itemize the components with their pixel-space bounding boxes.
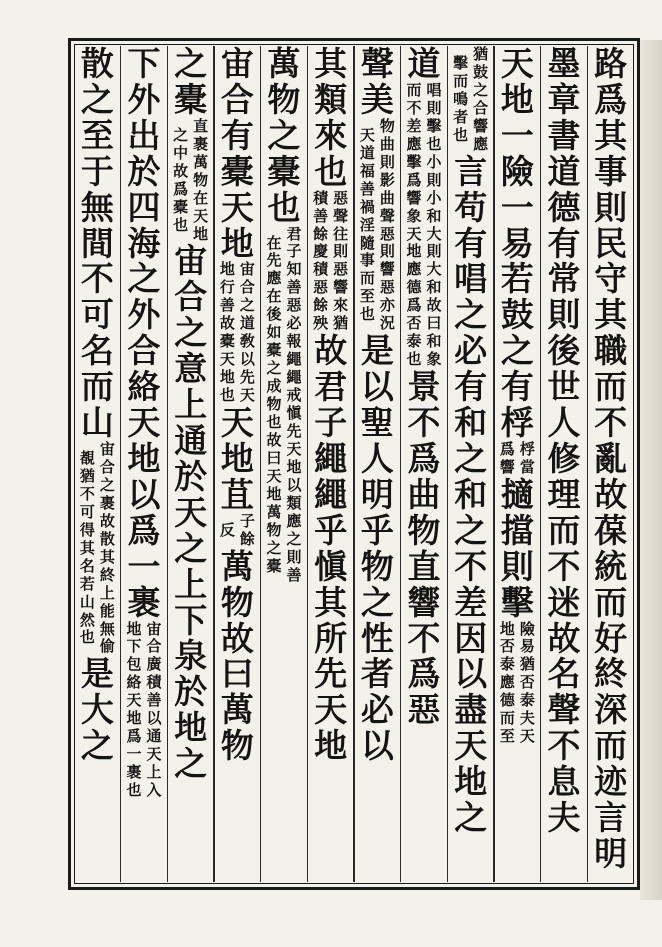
main-text: 天 地 一 險 一 易 若 鼓 之 有 桴: [500, 46, 534, 443]
commentary-note: 唱 則 擊 也 小 則 小 和 大 則 大 和 故 曰 和 象 而 不 差 應 擊 爲 響 象 天 地 應 德 爲 否 泰 也: [406, 80, 442, 369]
main-text: 天 地 苴: [220, 403, 254, 514]
main-text: 故 君 子 繩 繩 乎 愼 其 所 先 天 地: [314, 331, 348, 766]
main-text: 下 外 出 於 四 海 之 外 合 絡 天 地 以 爲 一 裹: [127, 46, 161, 622]
main-text: 路 爲 其 事 則 民 守 其 職 而 不 亂 故 葆 統 而 好 終 深 而 迹 言 明: [594, 46, 628, 873]
commentary-note: 宙 合 之 裹 故 散 其 終 上 能 無 偷 覩 猶 不 可 得 其 名 若 山 然 也: [79, 439, 115, 656]
text-column: [214, 46, 260, 882]
main-text: 聲 美: [360, 46, 394, 119]
main-text: 墨 章 書 道 德 有 常 則 後 世 人 修 理 而 不 迷 故 名 聲 不 息 夫: [547, 46, 581, 838]
main-text: 其 類 來 也: [314, 46, 348, 191]
main-text: 萬 物 故 曰 萬 物: [220, 546, 254, 766]
text-column: [588, 46, 634, 882]
text-column: [494, 46, 540, 882]
commentary-note: 宙 合 之 道 敎 以 先 天 地 行 善 故 橐 天 地 也: [219, 260, 255, 405]
text-column: [541, 46, 587, 882]
main-text: 道: [407, 46, 441, 83]
commentary-note: 惡 聲 往 則 惡 響 來 猶 積 善 餘 慶 積 惡 餘 殃: [313, 188, 349, 333]
text-column: [308, 46, 354, 882]
text-column: [261, 46, 307, 882]
main-text: 是 大 之: [80, 654, 114, 766]
main-text: 言 苟 有 唱 之 必 有 和 之 和 之 不 差 因 以 盡 天 地 之: [454, 151, 488, 838]
text-column: [401, 46, 447, 882]
commentary-note: 宙 合 廣 積 善 以 通 天 上 入 地 下 包 絡 天 地 爲 一 裹 也: [126, 619, 162, 800]
main-text: 散 之 至 于 無 間 不 可 名 而 山: [80, 46, 114, 443]
main-text: 宙 合 之 意 上 通 於 天 之 上 下 泉 於 地 之: [174, 241, 208, 784]
commentary-note: 物 曲 則 影 曲 聲 惡 則 響 惡 亦 況 天 道 福 善 禍 淫 隨 事 而 至 也: [359, 116, 395, 333]
main-text: 宙 合 有 橐 天 地: [220, 46, 254, 263]
text-column: [354, 46, 400, 882]
main-text: 之 橐: [174, 46, 208, 119]
text-column: [448, 46, 494, 882]
commentary-note: 直 裹 萬 物 在 天 地 之 中 故 爲 橐 也: [173, 116, 209, 243]
text-column: [168, 46, 214, 882]
commentary-note: 子 餘 反: [219, 511, 255, 548]
main-text: 景 不 爲 曲 物 直 響 不 爲 惡: [407, 367, 441, 730]
commentary-note: 險 易 猶 否 泰 夫 天 地 否 泰 應 德 而 至: [499, 619, 535, 746]
text-column: [121, 46, 167, 882]
commentary-note: 猶 鼓 之 合 響 應 擊 而 鳴 者 也: [453, 46, 489, 153]
commentary-note: 君 子 知 善 惡 必 報 繩 繩 戒 愼 先 天 地 以 類 應 之 則 善 在 先 應 在 後 如 橐 之 成 物 也 故 曰 天 地 萬 物 之 橐: [266, 224, 302, 584]
commentary-note: 桴 當 爲 響: [499, 439, 535, 476]
main-text: 擿 擋 則 擊: [500, 474, 534, 622]
page-edge: [640, 40, 662, 900]
main-text: 萬 物 之 橐 也: [267, 46, 301, 227]
main-text: 是 以 聖 人 明 乎 物 之 性 者 必 以: [360, 331, 394, 766]
text-column: [74, 46, 120, 882]
